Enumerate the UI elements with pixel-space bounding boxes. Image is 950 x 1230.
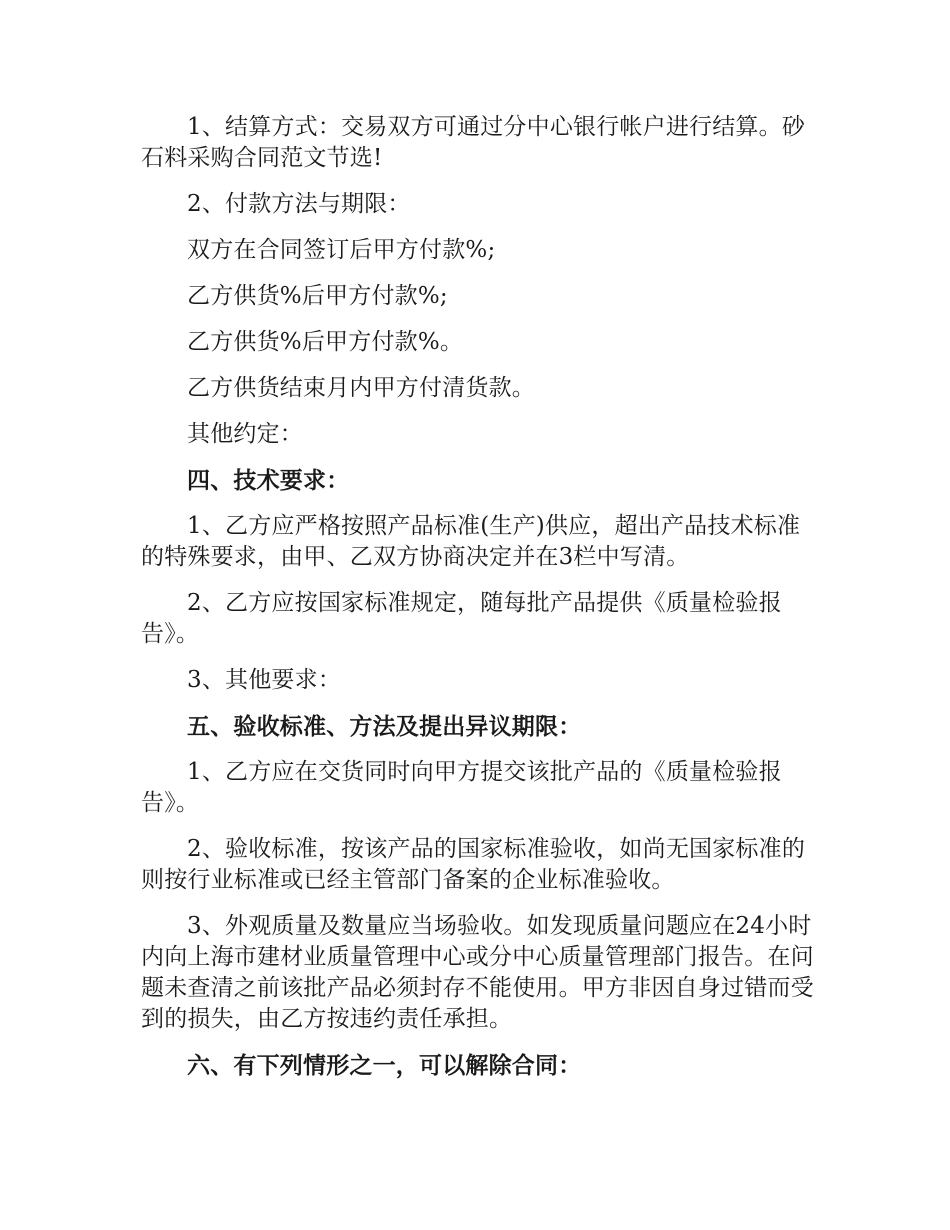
section-heading-technical-requirements: 四、技术要求： <box>187 467 350 494</box>
paragraph-product-standard: 1、乙方应严格按照产品标准(生产)供应，超出产品技术标准的特殊要求，由甲、乙双方协商决定并在3栏中写清。 <box>141 513 801 570</box>
paragraph-settlement-method: 1、结算方式：交易双方可通过分中心银行帐户进行结算。砂石料采购合同范文节选! <box>141 114 806 171</box>
paragraph-payment-after-signing: 双方在合同签订后甲方付款%; <box>187 237 496 263</box>
paragraph-other-agreements: 其他约定： <box>187 421 303 447</box>
paragraph-payment-terms: 2、付款方法与期限： <box>187 191 411 217</box>
section-heading-acceptance-standards: 五、验收标准、方法及提出异议期限： <box>187 713 582 740</box>
paragraph-payment-after-supply-1: 乙方供货%后甲方付款%; <box>187 283 448 309</box>
paragraph-on-site-inspection: 3、外观质量及数量应当场验收。如发现质量问题应在24小时内向上海市建材业质量管理中心或分中心质量管理部门报告。在问题未查清之前该批产品必须封存不能使用。甲方非因自身过错而受到的损失，由乙方按违约责任承担。 <box>141 913 814 1032</box>
paragraph-quality-report: 2、乙方应按国家标准规定，随每批产品提供《质量检验报告》。 <box>141 590 782 647</box>
paragraph-final-payment: 乙方供货结束月内甲方付清货款。 <box>187 375 535 401</box>
paragraph-submit-quality-report: 1、乙方应在交货同时向甲方提交该批产品的《质量检验报告》。 <box>141 759 782 816</box>
paragraph-other-requirements: 3、其他要求： <box>187 667 342 693</box>
paragraph-acceptance-standard: 2、验收标准，按该产品的国家标准验收，如尚无国家标准的则按行业标准或已经主管部门备案的企业标准验收。 <box>141 836 806 893</box>
section-heading-contract-termination: 六、有下列情形之一，可以解除合同： <box>187 1052 582 1079</box>
document-page <box>141 112 816 1096</box>
paragraph-payment-after-supply-2: 乙方供货%后甲方付款%。 <box>187 329 464 355</box>
